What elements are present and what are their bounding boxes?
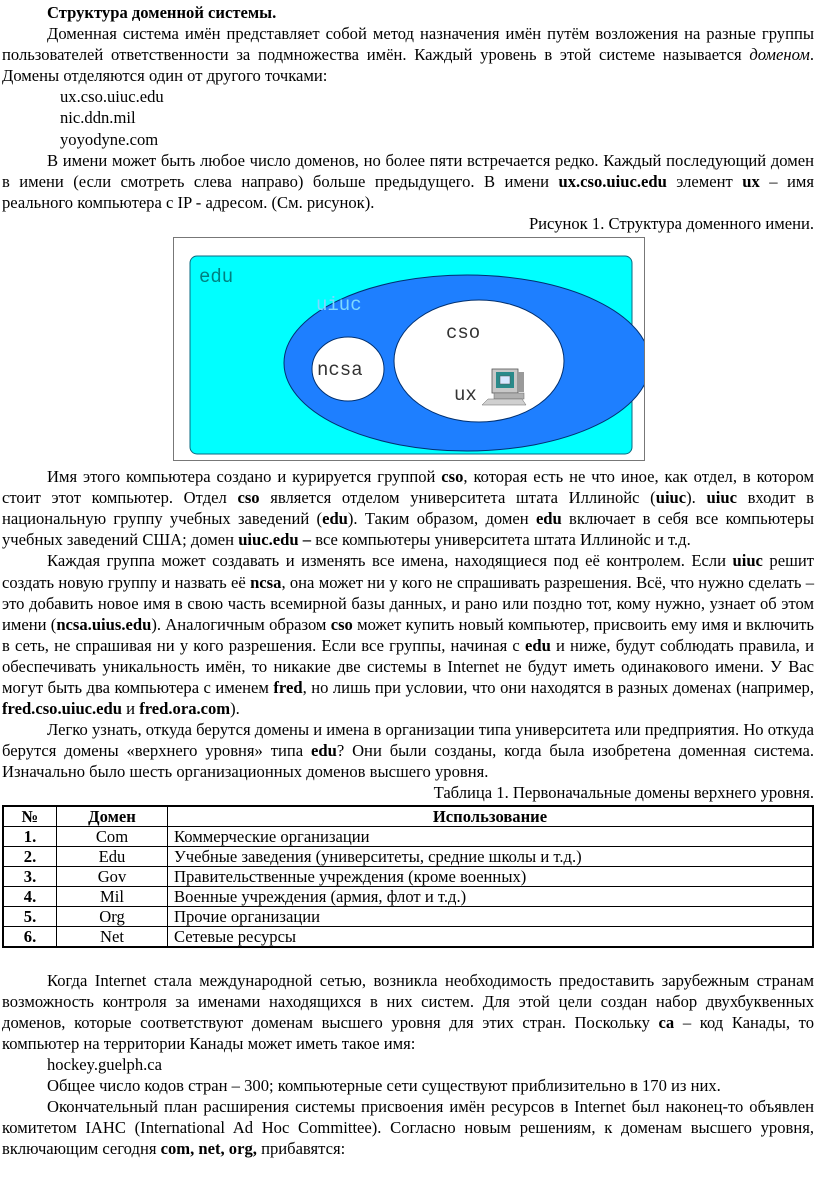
paragraph-group-control: Каждая группа может создавать и изменять все имена, находящиеся под её контролем. Если uiuc решит создать новую группу и назвать её ncsa, она может ни у кого не спрашивать разрешения. Всё, что нужно сделать – это добавить новое имя в свою часть всемирной базы данных, и рано или поздно тот, кому нужно, узнает об этом имени (ncsa.uius.edu). Аналогичным образом cso может купить новый компьютер, присвоить ему имя и включить в сеть, не спрашивая ни у кого разрешения. Если все группы, начиная с edu и ниже, будут соблюдать правила, и обеспечивать уникальность имён, то никакие две системы в Internet не будут иметь одинакового имени. У Вас могут быть два компьютера с именем fred, но лишь при условии, что они находятся в разных доменах (например, fred.cso.uiuc.edu и fred.ora.com). xyxy=(2,551,814,719)
paragraph-country-count: Общее число кодов стран – 300; компьютерные сети существуют приблизительно в 170 из них. xyxy=(47,1076,721,1095)
ux-label: ux xyxy=(454,384,477,407)
uiuc-label: uiuc xyxy=(316,294,362,317)
section-title: Структура доменной системы. xyxy=(47,3,277,22)
paragraph-cso-group: Имя этого компьютера создано и курируется группой cso, которая есть не что иное, как отдел, в котором стоит этот компьютер. Отдел cso является отделом университета штата Иллинойс (uiuc). uiuc входит в национальную группу учебных заведений (edu). Таким образом, домен edu включает в себя все компьютеры учебных заведений США; домен uiuc.edu – все компьютеры университета штата Иллинойс и т.д. xyxy=(2,467,815,550)
top-level-domains-table xyxy=(2,805,814,948)
header-usage: Использование xyxy=(168,806,814,827)
paragraph-country-codes: Когда Internet стала международной сетью, возникла необходимость предоставить зарубежным странам возможность контроля за именами находящихся в них систем. Для этой цели создан набор двухбуквенных доменов, которые соответствуют доменам высшего уровня для этих стран. Поскольку ca – код Канады, то компьютер на территории Канады может иметь такое имя: xyxy=(2,970,814,1053)
paragraph-domain-count: В имени может быть любое число доменов, но более пяти встречается редко. Каждый последующий домен в имени (если смотреть слева направо) больше предыдущего. В имени ux.cso.uiuc.edu элемент ux – имя реального компьютера с IP - адресом. (См. рисунок). xyxy=(2,150,814,212)
edu-label: edu xyxy=(199,266,234,289)
table-row: 2. Edu Учебные заведения (университеты, средние школы и т.д.) xyxy=(3,846,813,866)
figure-caption: Рисунок 1. Структура доменного имени. xyxy=(528,213,814,233)
ncsa-label: ncsa xyxy=(317,359,363,382)
header-domain: Домен xyxy=(57,806,168,827)
term-domain: доменом xyxy=(749,45,810,65)
domain-diagram xyxy=(174,238,644,460)
table-row: 6. Net Сетевые ресурсы xyxy=(3,926,813,947)
document-page xyxy=(2,2,814,1159)
paragraph-iahc: Окончательный план расширения системы присвоения имён ресурсов в Internet был наконец-то объявлен комитетом IAHC (International Ad Hoc Committee). Согласно новым решениям, к доменам высшего уровня, включающим сегодня com, net, org, прибавятся: xyxy=(2,1097,814,1159)
example-domain-3: yoyodyne.com xyxy=(60,129,159,149)
domain-structure-figure xyxy=(173,237,645,461)
paragraph-intro: Доменная система имён представляет собой метод назначения имён путём возложения на разные группы пользователей ответственности за подмножества имён. Каждый уровень в этой системе называется доменом. Домены отделяются один от другого точками: xyxy=(2,24,814,86)
table-caption: Таблица 1. Первоначальные домены верхнего уровня. xyxy=(433,783,814,803)
header-number: № xyxy=(3,806,57,827)
example-domain-1: ux.cso.uiuc.edu xyxy=(60,87,164,107)
table-header-row xyxy=(3,806,813,827)
cso-label: cso xyxy=(446,322,481,345)
table-row: 4. Mil Военные учреждения (армия, флот и т.д.) xyxy=(3,886,813,906)
table-row: 3. Gov Правительственные учреждения (кроме военных) xyxy=(3,866,813,886)
example-canada-domain: hockey.guelph.ca xyxy=(47,1054,163,1074)
spacer xyxy=(2,948,814,970)
cso-region xyxy=(394,300,564,422)
table-row: 1. Com Коммерческие организации xyxy=(3,826,813,846)
example-domain-2: nic.ddn.mil xyxy=(60,108,136,128)
paragraph-top-level: Легко узнать, откуда берутся домены и имена в организации типа университета или предприятия. Но откуда берутся домены «верхнего уровня» типа edu? Они были созданы, когда была изобретена доменная система. Изначально было шесть организационных доменов высшего уровня. xyxy=(2,720,814,782)
table-row: 5. Org Прочие организации xyxy=(3,906,813,926)
